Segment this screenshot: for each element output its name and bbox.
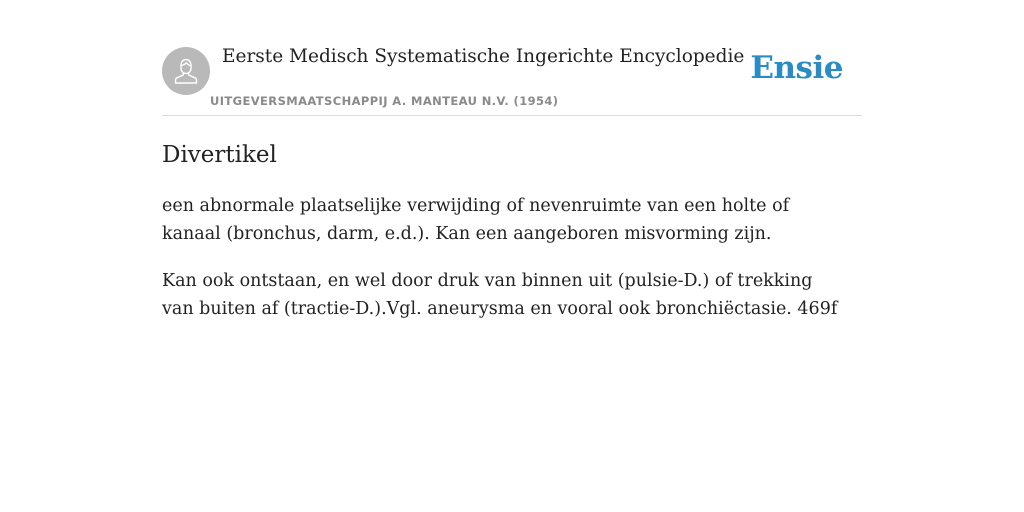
entry-paragraph: een abnormale plaatselijke verwijding of nevenruimte van een holte of kanaal (bronchus, darm, e.d.). Kan een aangeboren misvorming zijn. [162,196,790,244]
book-title[interactable]: Eerste Medisch Systematische Ingerichte Encyclopedie [222,46,745,67]
brand-logo[interactable]: Ensie [750,50,843,86]
entry-title: Divertikel [162,142,277,168]
avatar[interactable] [162,47,210,95]
entry-paragraph: Kan ook ontstaan, en wel door druk van binnen uit (pulsie-D.) of trekking van buiten af (tractie-D.).Vgl. aneurysma en vooral ook bronchiëctasie. 469f [162,271,838,319]
publisher: UITGEVERSMAATSCHAPPIJ A. MANTEAU N.V. (1954) [210,94,559,108]
header [162,47,862,116]
page [162,0,862,323]
user-icon [171,56,201,86]
